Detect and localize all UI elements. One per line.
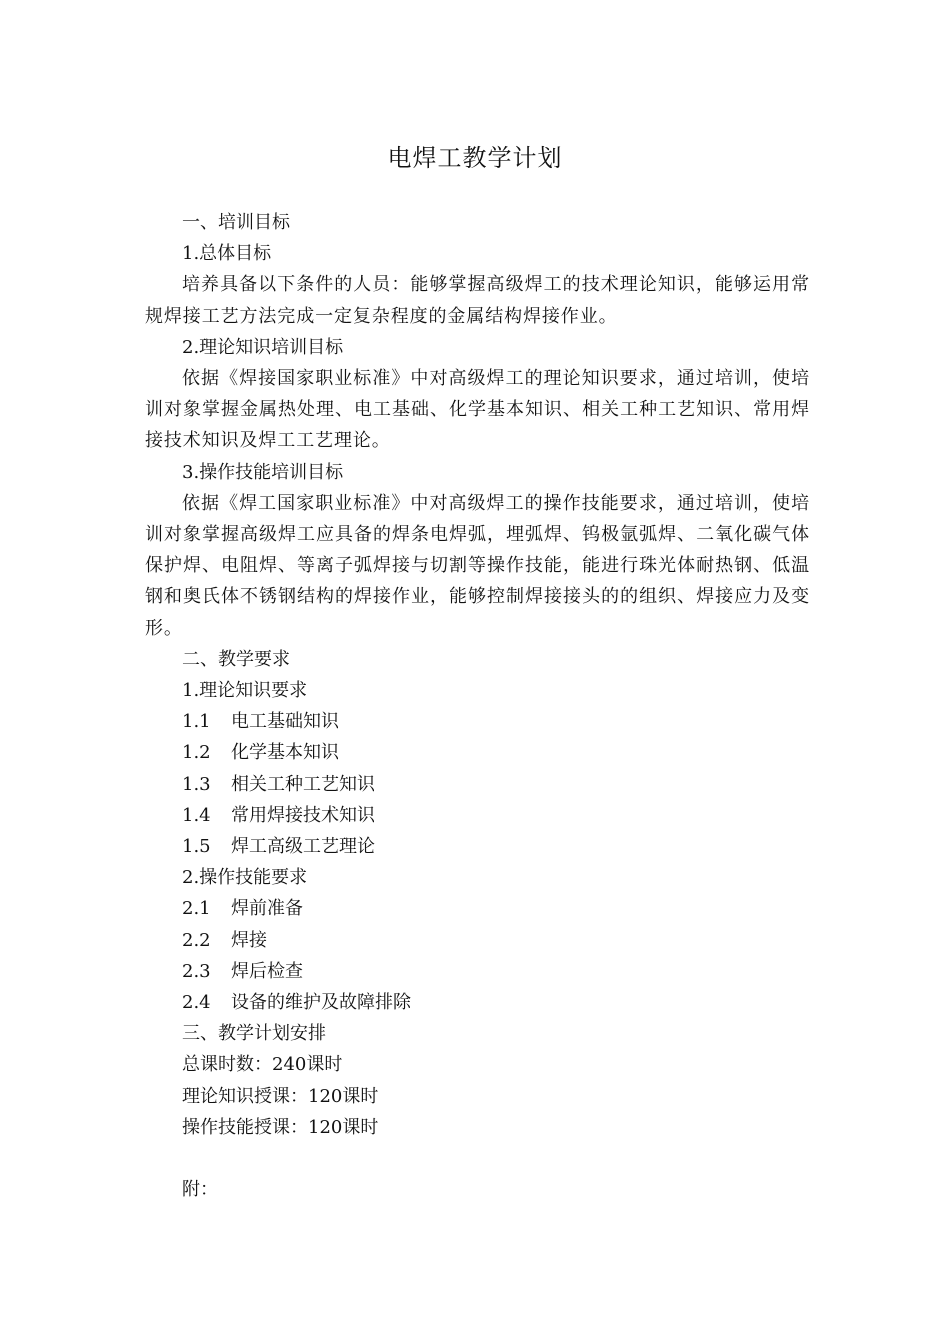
list-item — [145, 769, 810, 800]
list-item — [145, 925, 810, 956]
paragraph: 依据《焊接国家职业标准》中对高级焊工的理论知识要求，通过培训，使培训对象掌握金属热处理、电工基础、化学基本知识、相关工种工艺知识、常用焊接技术知识及焊工工艺理论。 — [145, 368, 810, 452]
list-item-text: 相关工种工艺知识 — [231, 773, 375, 795]
list-item — [145, 737, 810, 768]
total-hours: 总课时数：240课时 — [182, 1054, 343, 1076]
list-item-number: 1.1 — [182, 711, 211, 733]
list-item-text: 焊后检查 — [231, 960, 303, 982]
list-item-text: 电工基础知识 — [231, 711, 339, 733]
list-item — [145, 706, 810, 737]
appendix-label: 附： — [182, 1179, 218, 1201]
subsection-heading: 1.理论知识要求 — [182, 680, 308, 702]
list-item-text: 设备的维护及故障排除 — [231, 992, 411, 1014]
list-item-number: 2.3 — [182, 960, 211, 982]
section-heading: 三、教学计划安排 — [182, 1023, 326, 1045]
list-item-number: 2.2 — [182, 929, 211, 951]
list-item-number: 1.5 — [182, 836, 211, 858]
practice-hours: 操作技能授课：120课时 — [182, 1116, 379, 1138]
list-item-text: 化学基本知识 — [231, 742, 339, 764]
list-item-text: 常用焊接技术知识 — [231, 804, 375, 826]
list-item-text: 焊工高级工艺理论 — [231, 836, 375, 858]
list-item — [145, 987, 810, 1018]
section-heading: 二、教学要求 — [182, 648, 290, 670]
subsection-heading: 3.操作技能培训目标 — [182, 461, 344, 483]
list-item-number: 2.1 — [182, 898, 211, 920]
list-item-text: 焊前准备 — [231, 898, 303, 920]
subsection-heading: 1.总体目标 — [182, 243, 272, 265]
list-item — [145, 956, 810, 987]
list-item — [145, 831, 810, 862]
list-item-number: 1.3 — [182, 773, 211, 795]
paragraph: 培养具备以下条件的人员：能够掌握高级焊工的技术理论知识，能够运用常规焊接工艺方法完成一定复杂程度的金属结构焊接作业。 — [145, 274, 810, 327]
list-item-number: 1.4 — [182, 804, 211, 826]
list-item-number: 2.4 — [182, 992, 211, 1014]
subsection-heading: 2.理论知识培训目标 — [182, 336, 344, 358]
document-body — [145, 207, 810, 1205]
theory-hours: 理论知识授课：120课时 — [182, 1085, 379, 1107]
list-item-text: 焊接 — [231, 929, 267, 951]
blank-line — [145, 1143, 810, 1174]
section-heading: 一、培训目标 — [182, 212, 290, 233]
list-item-number: 1.2 — [182, 742, 211, 764]
subsection-heading: 2.操作技能要求 — [182, 867, 308, 889]
paragraph: 依据《焊工国家职业标准》中对高级焊工的操作技能要求，通过培训，使培训对象掌握高级焊工应具备的焊条电焊弧，埋弧焊、钨极氩弧焊、二氧化碳气体保护焊、电阻焊、等离子弧焊接与切割等操作技能，能进行珠光体耐热钢、低温钢和奥氏体不锈钢结构的焊接作业，能够控制焊接接头的的组织、焊接应力及变形。 — [145, 492, 810, 639]
list-item — [145, 800, 810, 831]
page-title: 电焊工教学计划 — [387, 144, 563, 172]
list-item — [145, 893, 810, 924]
